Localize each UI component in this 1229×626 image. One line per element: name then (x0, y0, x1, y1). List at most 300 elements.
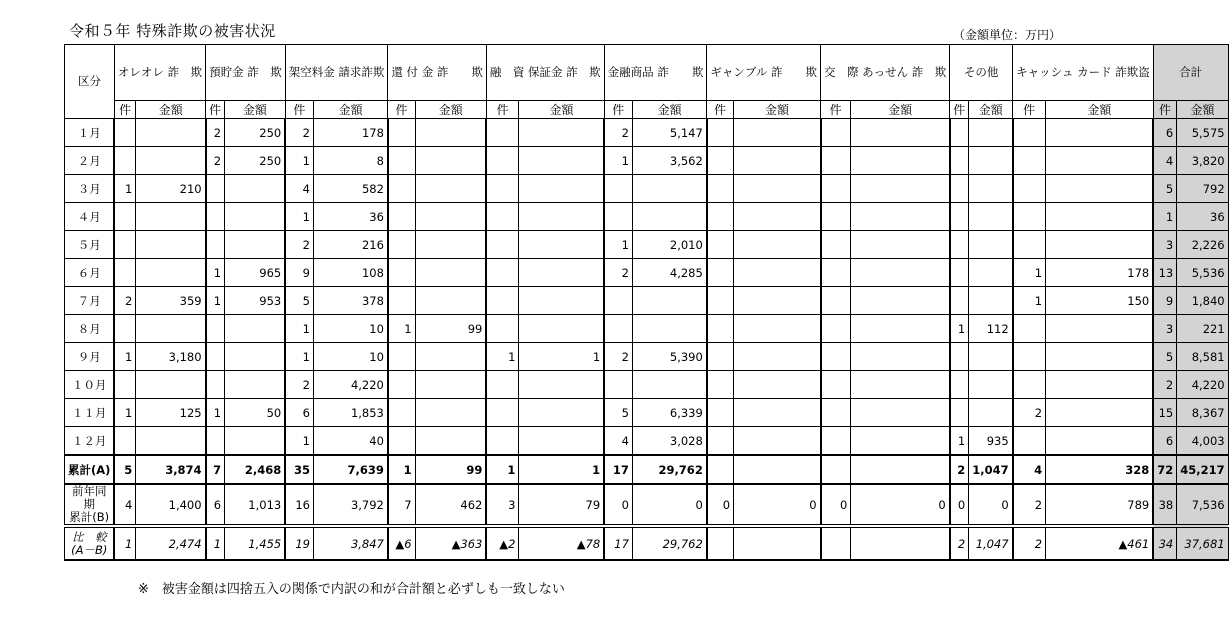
table-cell: 216 (313, 231, 387, 259)
table-cell (851, 315, 950, 343)
table-cell (415, 175, 486, 203)
table-cell (415, 147, 486, 175)
table-cell: 4 (1153, 147, 1177, 175)
table-cell: 1 (285, 315, 313, 343)
group-header: 交 際 あっせん 詐 欺 (821, 45, 950, 101)
table-row (65, 484, 1229, 526)
table-cell: 250 (225, 147, 286, 175)
table-cell: 2,474 (136, 526, 206, 560)
table-cell (851, 147, 950, 175)
table-cell (486, 147, 519, 175)
table-cell: ▲6 (388, 526, 415, 560)
table-cell (821, 315, 851, 343)
table-cell: 1 (519, 455, 604, 484)
page-title: 令和５年 特殊詐欺の被害状況 (69, 22, 276, 40)
table-cell: 1,840 (1177, 287, 1228, 315)
footnote: ※ 被害金額は四捨五入の関係で内訳の和が合計額と必ずしも一致しない (138, 582, 565, 597)
table-cell (519, 427, 604, 456)
amount-header: 金額 (969, 101, 1013, 119)
table-cell (206, 231, 225, 259)
table-cell: 1 (1153, 203, 1177, 231)
table-cell (969, 371, 1013, 399)
table-cell: 1 (950, 315, 969, 343)
table-cell: 2,468 (225, 455, 286, 484)
table-cell (707, 119, 734, 147)
amount-header: 金額 (1177, 101, 1228, 119)
table-cell (969, 119, 1013, 147)
table-cell: 935 (969, 427, 1013, 456)
table-cell: ▲78 (519, 526, 604, 560)
amount-header: 金額 (632, 101, 706, 119)
table-cell: 45,217 (1177, 455, 1228, 484)
table-cell (1046, 147, 1154, 175)
table-cell: 1,047 (969, 526, 1013, 560)
row-label: ３月 (65, 175, 115, 203)
table-cell (225, 427, 286, 456)
table-cell (114, 371, 135, 399)
table-cell: 3,874 (136, 455, 206, 484)
table-cell (486, 119, 519, 147)
table-cell (969, 231, 1013, 259)
table-cell: 1 (114, 399, 135, 427)
table-cell: 9 (285, 259, 313, 287)
table-cell (821, 343, 851, 371)
table-row (65, 371, 1229, 399)
table-cell: 3 (486, 484, 519, 526)
table-cell (206, 371, 225, 399)
table-cell (1046, 203, 1154, 231)
table-cell (707, 175, 734, 203)
table-cell: 38 (1153, 484, 1177, 526)
table-cell: 5,536 (1177, 259, 1228, 287)
table-cell (206, 203, 225, 231)
table-cell: 3,028 (632, 427, 706, 456)
table-cell (388, 287, 415, 315)
table-cell (734, 315, 821, 343)
row-label: 累計(A) (65, 455, 115, 484)
table-cell (519, 371, 604, 399)
row-label: １１月 (65, 399, 115, 427)
table-cell (486, 315, 519, 343)
table-cell: 378 (313, 287, 387, 315)
table-cell (415, 259, 486, 287)
table-cell: 953 (225, 287, 286, 315)
table-cell (225, 231, 286, 259)
table-cell (707, 287, 734, 315)
row-label: ７月 (65, 287, 115, 315)
table-cell: 4 (1013, 455, 1046, 484)
table-cell: 5,575 (1177, 119, 1228, 147)
table-cell (1046, 399, 1154, 427)
amount-header: 金額 (136, 101, 206, 119)
table-cell (486, 427, 519, 456)
table-cell (734, 526, 821, 560)
group-header: 金融商品 詐 欺 (604, 45, 707, 101)
row-label: ９月 (65, 343, 115, 371)
table-cell (851, 231, 950, 259)
table-cell (734, 343, 821, 371)
table-cell (519, 203, 604, 231)
table-cell: 359 (136, 287, 206, 315)
table-cell: 1 (1013, 259, 1046, 287)
table-cell (969, 175, 1013, 203)
table-cell: 0 (950, 484, 969, 526)
table-cell (969, 259, 1013, 287)
table-cell: 29,762 (632, 526, 706, 560)
table-cell (950, 399, 969, 427)
table-cell (950, 231, 969, 259)
table-cell (225, 175, 286, 203)
table-cell: 1 (486, 455, 519, 484)
table-cell: 4,220 (1177, 371, 1228, 399)
table-cell: 965 (225, 259, 286, 287)
table-cell: 7,536 (1177, 484, 1228, 526)
table-cell (519, 315, 604, 343)
count-header: 件 (1153, 101, 1177, 119)
group-header: 還 付 金 詐 欺 (388, 45, 486, 101)
table-row (65, 175, 1229, 203)
table-cell: 6,339 (632, 399, 706, 427)
table-cell (632, 371, 706, 399)
group-header: 架空料金 請求詐欺 (285, 45, 388, 101)
table-cell: 2,226 (1177, 231, 1228, 259)
table-cell (707, 526, 734, 560)
table-cell: 2 (285, 119, 313, 147)
table-cell: 5,390 (632, 343, 706, 371)
table-cell (707, 455, 734, 484)
table-cell (1013, 231, 1046, 259)
table-cell: 4,220 (313, 371, 387, 399)
group-header: 融 資 保証金 詐 欺 (486, 45, 604, 101)
table-cell: 0 (734, 484, 821, 526)
table-cell (950, 259, 969, 287)
table-cell (206, 315, 225, 343)
table-cell: 2 (114, 287, 135, 315)
table-cell (821, 427, 851, 456)
table-cell (851, 343, 950, 371)
table-cell: 6 (1153, 427, 1177, 456)
table-row (65, 147, 1229, 175)
table-cell: 5 (1153, 175, 1177, 203)
table-cell: 0 (969, 484, 1013, 526)
amount-header: 金額 (415, 101, 486, 119)
table-cell: 250 (225, 119, 286, 147)
table-cell (136, 371, 206, 399)
table-cell: 2 (206, 147, 225, 175)
table-cell (851, 455, 950, 484)
table-row (65, 203, 1229, 231)
table-cell (388, 399, 415, 427)
table-cell: 1,853 (313, 399, 387, 427)
table-cell (821, 526, 851, 560)
table-cell: 72 (1153, 455, 1177, 484)
table-cell: 1 (285, 343, 313, 371)
table-cell: 1 (604, 231, 632, 259)
table-cell (707, 343, 734, 371)
amount-header: 金額 (1046, 101, 1154, 119)
table-cell: 9 (1153, 287, 1177, 315)
table-cell (1013, 371, 1046, 399)
table-cell (206, 427, 225, 456)
table-cell: 2 (1013, 484, 1046, 526)
table-cell: 3,847 (313, 526, 387, 560)
table-cell (388, 175, 415, 203)
table-cell (486, 259, 519, 287)
table-cell: 2 (285, 371, 313, 399)
count-header: 件 (950, 101, 969, 119)
table-cell: 0 (707, 484, 734, 526)
group-header: 預貯金 詐 欺 (206, 45, 286, 101)
table-cell: 40 (313, 427, 387, 456)
table-cell: 36 (1177, 203, 1228, 231)
table-cell: 7 (388, 484, 415, 526)
table-cell: 1 (519, 343, 604, 371)
table-cell: 4,003 (1177, 427, 1228, 456)
table-cell: 34 (1153, 526, 1177, 560)
table-cell: 1 (285, 427, 313, 456)
table-cell: 99 (415, 455, 486, 484)
table-cell (1046, 175, 1154, 203)
table-cell: 1 (114, 526, 135, 560)
table-cell (707, 147, 734, 175)
table-cell: 1 (1013, 287, 1046, 315)
table-cell: 1 (206, 287, 225, 315)
table-cell (1013, 119, 1046, 147)
table-cell (519, 399, 604, 427)
table-cell: 6 (1153, 119, 1177, 147)
table-cell (1013, 427, 1046, 456)
table-cell: 1 (206, 259, 225, 287)
table-cell (950, 119, 969, 147)
table-cell: 1 (388, 455, 415, 484)
group-header: オレオレ 詐 欺 (114, 45, 205, 101)
count-header: 件 (604, 101, 632, 119)
table-cell: 5 (604, 399, 632, 427)
table-cell (225, 315, 286, 343)
table-cell (415, 371, 486, 399)
amount-header: 金額 (313, 101, 387, 119)
table-cell (851, 287, 950, 315)
table-cell: 582 (313, 175, 387, 203)
table-cell (519, 175, 604, 203)
table-cell: 8 (313, 147, 387, 175)
table-cell (734, 399, 821, 427)
table-cell: 3,792 (313, 484, 387, 526)
table-cell (604, 287, 632, 315)
table-cell (969, 203, 1013, 231)
table-cell: 1 (604, 147, 632, 175)
table-cell (707, 315, 734, 343)
table-cell: 6 (285, 399, 313, 427)
table-cell (821, 399, 851, 427)
table-cell: 178 (1046, 259, 1154, 287)
table-cell (225, 343, 286, 371)
table-cell (969, 343, 1013, 371)
table-cell (851, 399, 950, 427)
table-cell (114, 427, 135, 456)
table-cell (415, 427, 486, 456)
table-cell: 29,762 (632, 455, 706, 484)
table-cell: 3,562 (632, 147, 706, 175)
amount-header: 金額 (851, 101, 950, 119)
table-cell (415, 203, 486, 231)
fraud-damage-table (64, 44, 1229, 561)
table-cell: 2 (285, 231, 313, 259)
table-cell (950, 147, 969, 175)
table-cell (1046, 343, 1154, 371)
table-cell: 1 (950, 427, 969, 456)
table-cell (415, 231, 486, 259)
table-cell (519, 147, 604, 175)
table-cell (1013, 343, 1046, 371)
table-row (65, 455, 1229, 484)
row-label: 前年同期 累計(B) (65, 484, 115, 526)
table-cell: 0 (851, 484, 950, 526)
table-cell: 1 (486, 343, 519, 371)
table-cell (136, 315, 206, 343)
table-cell: 2 (1153, 371, 1177, 399)
subheader-row (65, 101, 1229, 119)
table-cell: 5 (1153, 343, 1177, 371)
table-cell: 1 (285, 147, 313, 175)
table-cell (734, 175, 821, 203)
table-cell (851, 371, 950, 399)
table-cell (707, 427, 734, 456)
table-cell (206, 175, 225, 203)
table-cell: 16 (285, 484, 313, 526)
table-cell (388, 147, 415, 175)
unit-label: （金額単位：万円） (952, 28, 1061, 42)
table-row (65, 315, 1229, 343)
table-row (65, 119, 1229, 147)
count-header: 件 (486, 101, 519, 119)
table-cell: 2 (1013, 399, 1046, 427)
table-cell: 1 (114, 175, 135, 203)
table-cell (136, 203, 206, 231)
table-cell: 5 (114, 455, 135, 484)
table-cell: 1,047 (969, 455, 1013, 484)
table-cell (707, 259, 734, 287)
table-cell (1013, 203, 1046, 231)
table-cell (388, 231, 415, 259)
table-cell: 1 (114, 343, 135, 371)
table-cell: 99 (415, 315, 486, 343)
table-cell (114, 119, 135, 147)
table-cell: 2 (206, 119, 225, 147)
table-cell (486, 399, 519, 427)
table-cell: 1 (388, 315, 415, 343)
count-header: 件 (206, 101, 225, 119)
table-cell (969, 399, 1013, 427)
table-cell: 4 (604, 427, 632, 456)
table-cell (1046, 427, 1154, 456)
table-cell (114, 203, 135, 231)
table-cell (388, 343, 415, 371)
table-cell: 0 (604, 484, 632, 526)
table-cell: 7,639 (313, 455, 387, 484)
table-cell (969, 147, 1013, 175)
table-cell (415, 343, 486, 371)
row-label: ６月 (65, 259, 115, 287)
row-label: １２月 (65, 427, 115, 456)
amount-header: 金額 (734, 101, 821, 119)
table-cell (632, 315, 706, 343)
table-cell (519, 259, 604, 287)
count-header: 件 (285, 101, 313, 119)
table-cell: 19 (285, 526, 313, 560)
table-cell: 3 (1153, 231, 1177, 259)
table-cell (604, 371, 632, 399)
table-cell: 0 (821, 484, 851, 526)
table-cell (969, 287, 1013, 315)
table-cell (821, 119, 851, 147)
count-header: 件 (114, 101, 135, 119)
table-cell (950, 175, 969, 203)
table-cell (225, 203, 286, 231)
table-cell: 36 (313, 203, 387, 231)
table-cell: 4 (114, 484, 135, 526)
count-header: 件 (707, 101, 734, 119)
table-cell (821, 455, 851, 484)
table-cell (1046, 315, 1154, 343)
table-cell (734, 119, 821, 147)
group-header: キャッシュ カード 詐欺盗 (1013, 45, 1154, 101)
row-label: ２月 (65, 147, 115, 175)
table-cell: 50 (225, 399, 286, 427)
table-row (65, 287, 1229, 315)
group-header: ギャンブル 詐 欺 (707, 45, 821, 101)
table-cell (950, 203, 969, 231)
table-cell (950, 371, 969, 399)
table-cell: 789 (1046, 484, 1154, 526)
table-cell (136, 119, 206, 147)
table-cell (821, 259, 851, 287)
row-label: ５月 (65, 231, 115, 259)
table-cell (114, 147, 135, 175)
table-cell (486, 175, 519, 203)
table-cell (225, 371, 286, 399)
table-cell: 10 (313, 315, 387, 343)
table-cell: ▲461 (1046, 526, 1154, 560)
table-cell (519, 119, 604, 147)
table-cell: 3,180 (136, 343, 206, 371)
table-cell (707, 399, 734, 427)
table-cell (821, 287, 851, 315)
row-label: ８月 (65, 315, 115, 343)
table-cell (136, 147, 206, 175)
table-cell (851, 427, 950, 456)
table-cell (632, 287, 706, 315)
category-header: 区分 (65, 45, 115, 119)
table-cell (734, 147, 821, 175)
table-cell (851, 203, 950, 231)
table-cell (851, 175, 950, 203)
group-header: その他 (950, 45, 1013, 101)
table-cell (388, 203, 415, 231)
table-cell (388, 427, 415, 456)
table-cell: 328 (1046, 455, 1154, 484)
table-cell: ▲2 (486, 526, 519, 560)
table-cell (950, 343, 969, 371)
table-cell (415, 119, 486, 147)
table-cell (851, 119, 950, 147)
table-row (65, 343, 1229, 371)
table-cell: 2 (1013, 526, 1046, 560)
table-cell (136, 231, 206, 259)
header-row (65, 45, 1229, 101)
table-cell: 462 (415, 484, 486, 526)
table-cell (415, 399, 486, 427)
